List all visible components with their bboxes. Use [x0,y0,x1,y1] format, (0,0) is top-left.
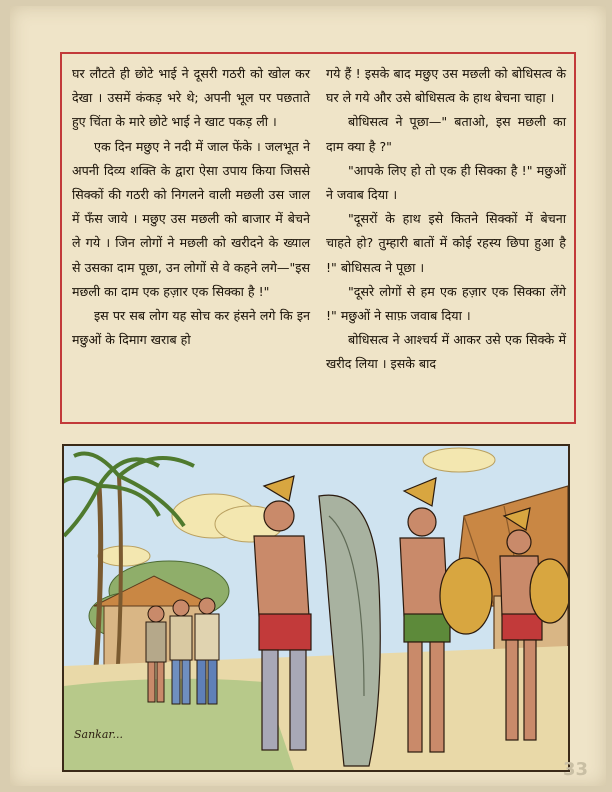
paragraph: "दूसरे लोगों से हम एक हज़ार एक सिक्का लेंगे !" मछुओं ने साफ़ जवाब दिया । [326,283,566,324]
paragraph: घर लौटते ही छोटे भाई ने दूसरी गठरी को खोल कर देखा । उसमें कंकड़ भरे थे; अपनी भूल पर पछताते हुए चिंता के मारे छोटे भाई ने खाट पकड़ ली । [72,66,310,130]
paragraph: बोधिसत्व ने आश्चर्य में आकर उसे एक सिक्के में खरीद लिया । इसके बाद [326,332,566,372]
villagers-group [146,598,219,704]
paragraph: गये हैं ! इसके बाद मछुए उस मछली को बोधिसत्व के घर ले गये और उसे बोधिसत्व के हाथ बेचना चाहा । [326,66,566,106]
paragraph: एक दिन मछुए ने नदी में जाल फेंके । जलभूत ने अपनी दिव्य शक्ति के द्वारा ऐसा उपाय किया जिससे सिक्कों की गठरी को निगलने वाली मछली उस जाल में फँस जाये । मछुए उस मछली को बाजार में बेचने ले गये । जिन लोगों ने मछली को खरीदने के ख्याल से उसका दाम पूछा, उन लोगों से वे कहने लगे—"इस मछली का दाम एक हज़ार एक सिक्का है !" [72,138,310,299]
page-number: 33 [562,759,588,780]
magazine-page [10,6,606,786]
right-text-column [318,54,574,422]
story-illustration [62,444,570,772]
basket [440,558,492,634]
paragraph: इस पर सब लोग यह सोच कर हंसने लगे कि इन मछुओं के दिमाग खराब हो [72,308,310,348]
paragraph: "आपके लिए हो तो एक ही सिक्का है !" मछुओं ने जवाब दिया । [326,162,566,203]
red-cloth [259,614,311,650]
story-text-frame [60,52,576,424]
basket [530,559,568,623]
paragraph: "दूसरों के हाथ इसे कितने सिक्कों में बेचना चाहते हो? तुम्हारी बातों में कोई रहस्य छिपा हुआ है !" बोधिसत्व ने पूछा । [326,211,566,275]
artist-signature: Sankar... [74,728,123,741]
left-text-column [62,54,318,422]
paragraph: बोधिसत्व ने पूछा—" बताओ, इस मछली का दाम क्या है ?" [326,114,566,154]
